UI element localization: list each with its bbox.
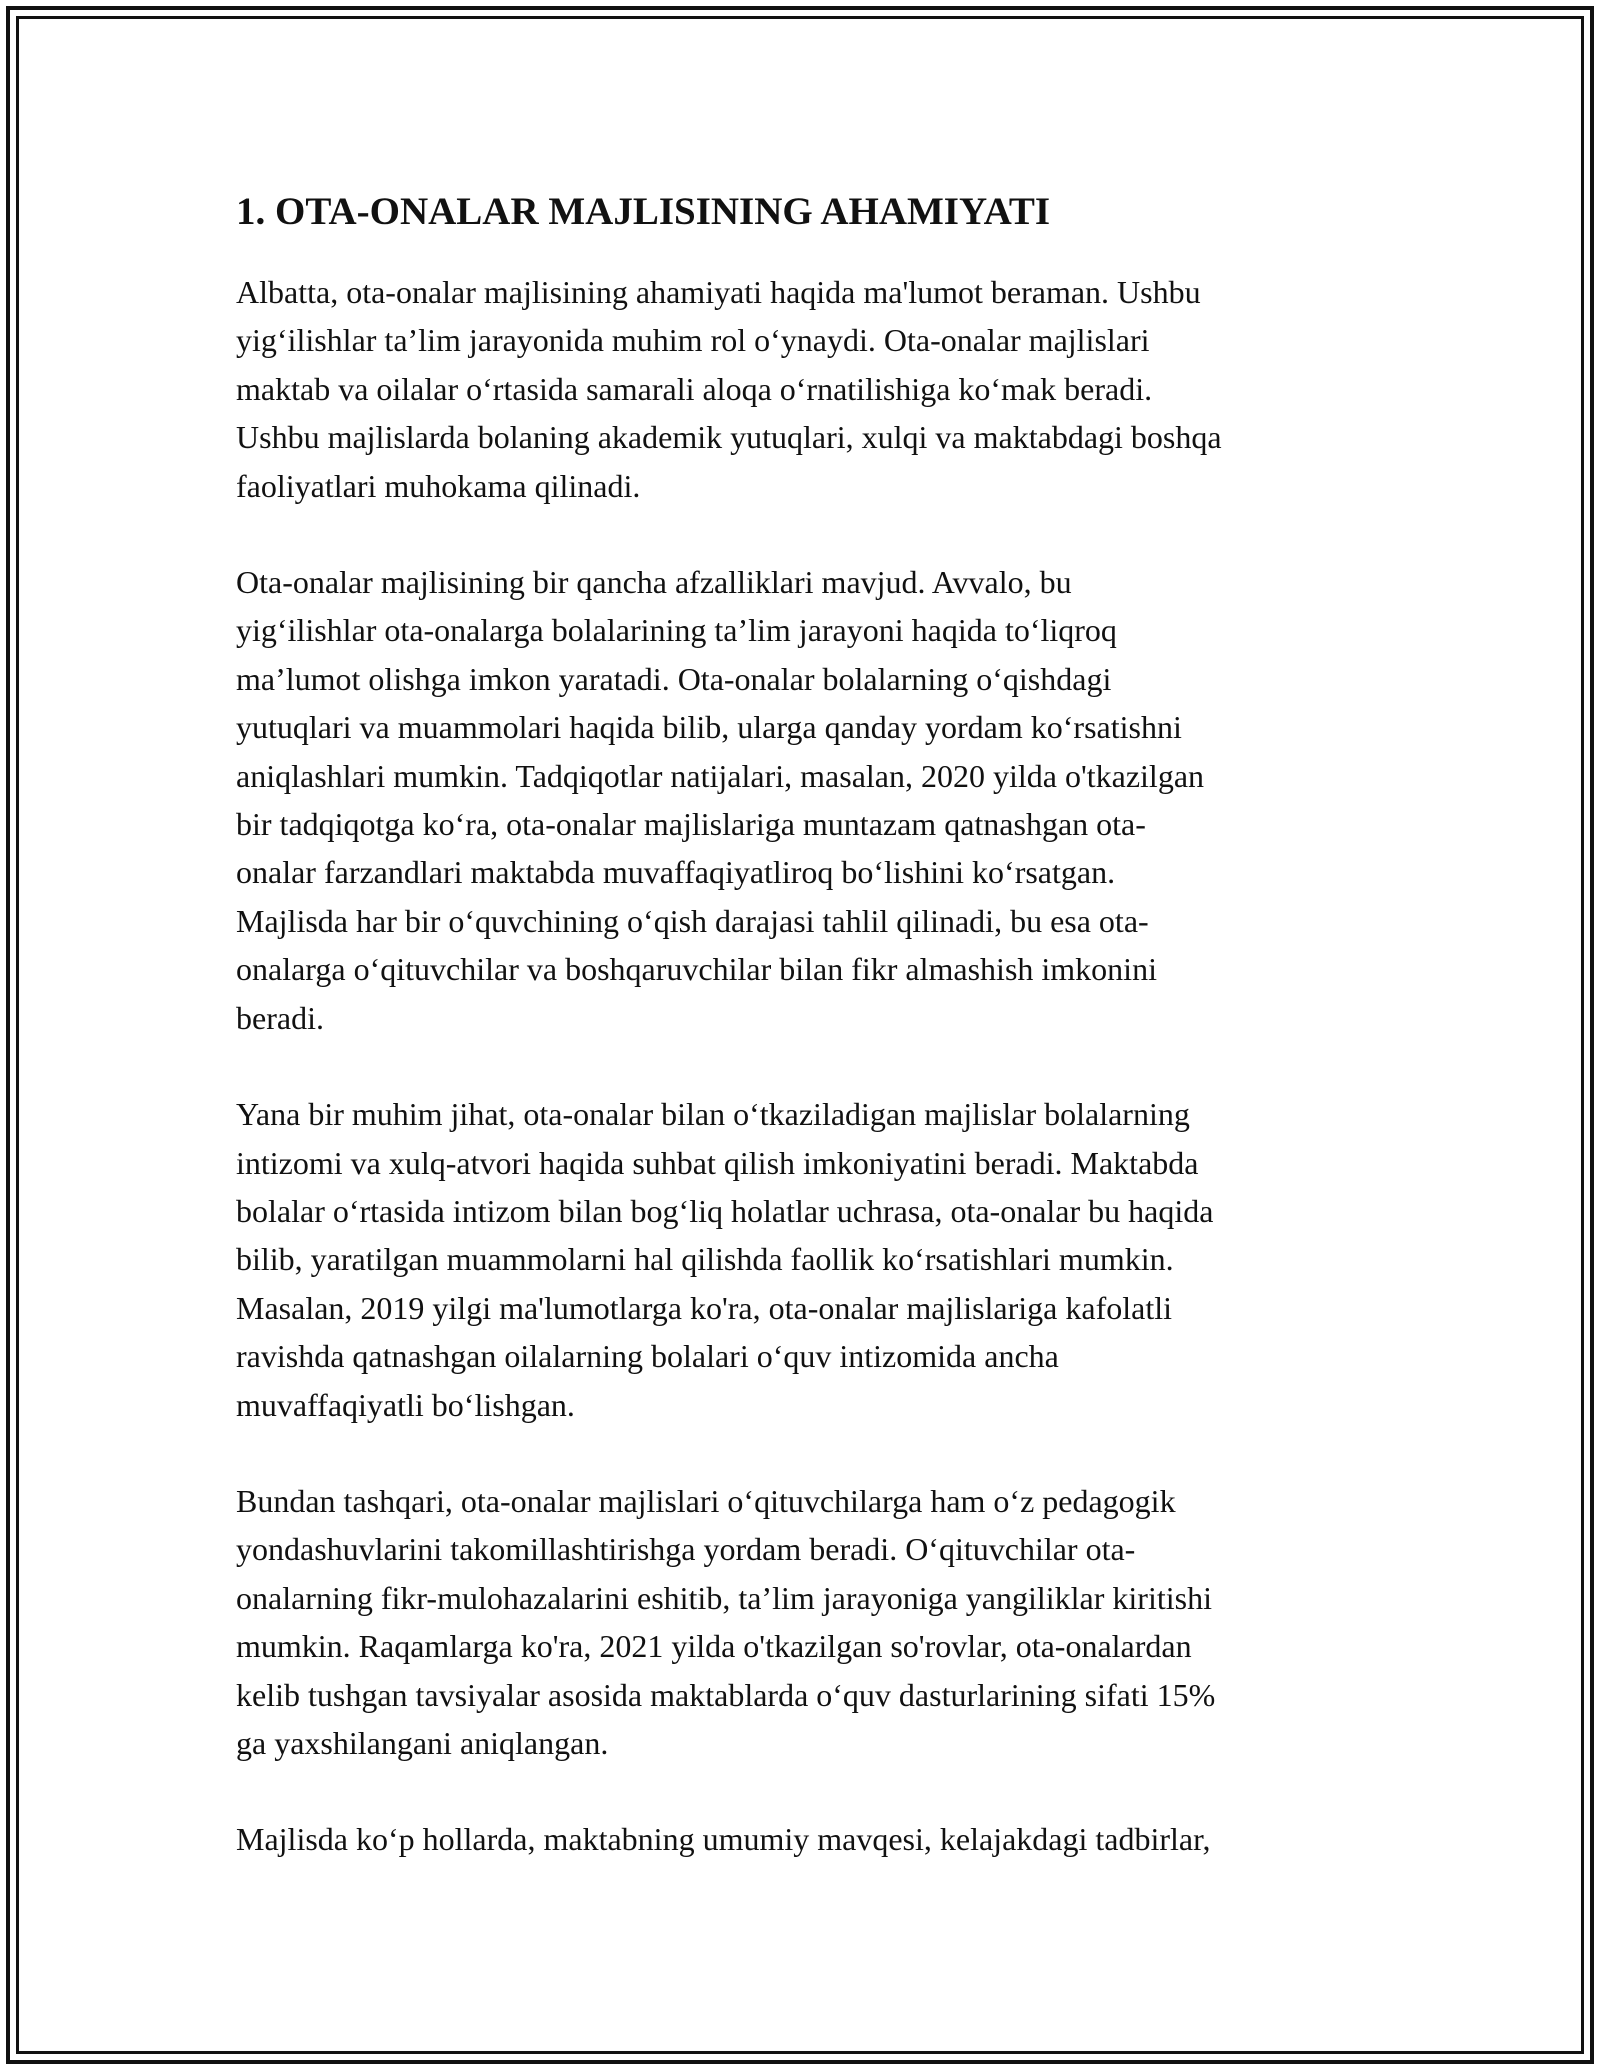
paragraph-line: Masalan, 2019 yilgi ma'lumotlarga ko'ra, ota-onalar majlislariga kafolatli (236, 1289, 1172, 1326)
paragraph-line: yutuqlari va muammolari haqida bilib, ularga qanday yordam ko‘rsatishni (236, 709, 1182, 746)
paragraph-line: beradi. (236, 999, 324, 1036)
paragraph-line: ravishda qatnashgan oilalarning bolalari o‘quv intizomida ancha (236, 1338, 1059, 1375)
paragraph-line: intizomi va xulq-atvori haqida suhbat qilish imkoniyatini beradi. Maktabda (236, 1144, 1199, 1181)
paragraph-line: Majlisda ko‘p hollarda, maktabning umumiy mavqesi, kelajakdagi tadbirlar, (236, 1821, 1211, 1858)
paragraph-line: ga yaxshilangani aniqlangan. (236, 1724, 609, 1761)
paragraph-line: onalarning fikr-mulohazalarini eshitib, ta’lim jarayoniga yangiliklar kiritishi (236, 1579, 1212, 1616)
paragraph-4 (236, 1477, 1366, 1767)
paragraph-line: yig‘ilishlar ota-onalarga bolalarining ta’lim jarayoni haqida to‘liqroq (236, 612, 1117, 649)
paragraph-1 (236, 268, 1366, 510)
paragraph-line: yig‘ilishlar ta’lim jarayonida muhim rol o‘ynaydi. Ota-onalar majlislari (236, 322, 1150, 359)
section-heading: 1. OTA-ONALAR MAJLISINING AHAMIYATI (236, 190, 1051, 233)
paragraph-line: yondashuvlarini takomillashtirishga yordam beradi. O‘qituvchilar ota- (236, 1531, 1136, 1568)
paragraph-line: Ushbu majlislarda bolaning akademik yutuqlari, xulqi va maktabdagi boshqa (236, 419, 1222, 456)
paragraph-line: Bundan tashqari, ota-onalar majlislari o‘qituvchilarga ham o‘z pedagogik (236, 1482, 1176, 1519)
paragraph-line: muvaffaqiyatli bo‘lishgan. (236, 1386, 575, 1423)
paragraph-5 (236, 1815, 1366, 1863)
paragraph-line: kelib tushgan tavsiyalar asosida maktablarda o‘quv dasturlarining sifati 15% (236, 1676, 1216, 1713)
paragraph-line: bir tadqiqotga ko‘ra, ota-onalar majlislariga muntazam qatnashgan ota- (236, 806, 1146, 843)
paragraph-2 (236, 558, 1366, 1042)
paragraph-line: bolalar o‘rtasida intizom bilan bog‘liq holatlar uchrasa, ota-onalar bu haqida (236, 1192, 1214, 1229)
paragraph-line: mumkin. Raqamlarga ko'ra, 2021 yilda o'tkazilgan so'rovlar, ota-onalardan (236, 1628, 1192, 1665)
paragraph-line: Albatta, ota-onalar majlisining ahamiyati haqida ma'lumot beraman. Ushbu (236, 274, 1201, 310)
paragraph-line: ma’lumot olishga imkon yaratadi. Ota-onalar bolalarning o‘qishdagi (236, 660, 1112, 697)
paragraph-line: faoliyatlari muhokama qilinadi. (236, 467, 641, 504)
paragraph-line: onalar farzandlari maktabda muvaffaqiyatliroq bo‘lishini ko‘rsatgan. (236, 854, 1116, 891)
paragraph-3 (236, 1090, 1366, 1429)
document-body (236, 186, 1366, 1912)
paragraph-line: Ota-onalar majlisining bir qancha afzalliklari mavjud. Avvalo, bu (236, 564, 1072, 601)
paragraph-line: Majlisda har bir o‘quvchining o‘qish darajasi tahlil qilinadi, bu esa ota- (236, 902, 1149, 939)
paragraph-line: Yana bir muhim jihat, ota-onalar bilan o‘tkaziladigan majlislar bolalarning (236, 1096, 1190, 1133)
paragraph-line: onalarga o‘qituvchilar va boshqaruvchilar bilan fikr almashish imkonini (236, 951, 1157, 988)
paragraph-line: bilib, yaratilgan muammolarni hal qilishda faollik ko‘rsatishlari mumkin. (236, 1241, 1174, 1278)
paragraph-line: aniqlashlari mumkin. Tadqiqotlar natijalari, masalan, 2020 yilda o'tkazilgan (236, 757, 1205, 794)
paragraph-line: maktab va oilalar o‘rtasida samarali aloqa o‘rnatilishiga ko‘mak beradi. (236, 370, 1153, 407)
